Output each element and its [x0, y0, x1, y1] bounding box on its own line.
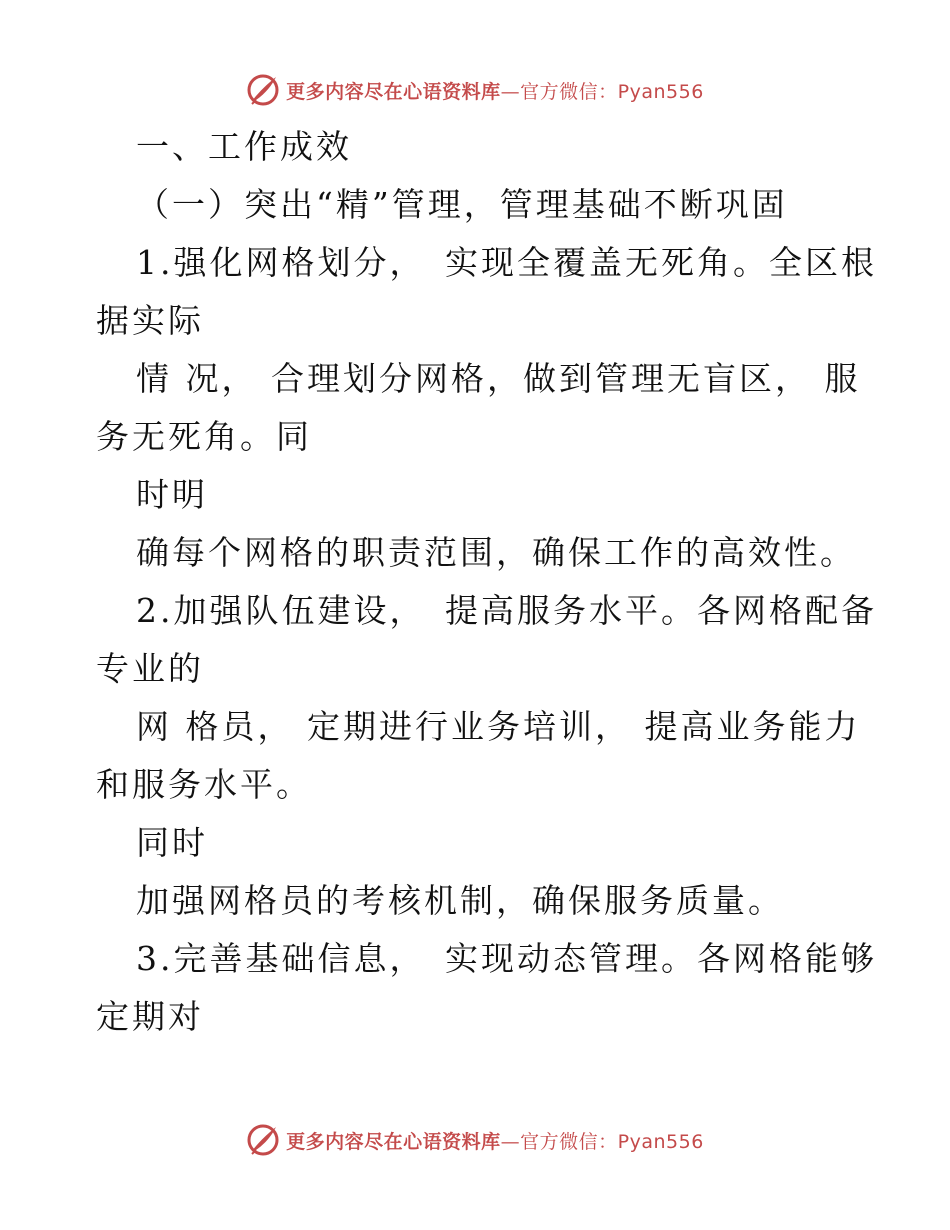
paragraph-line: 网 格员， 定期进行业务培训， 提高业务能力	[136, 707, 861, 746]
footer-banner	[0, 1120, 950, 1160]
header-banner	[0, 70, 950, 110]
banner-dash: —	[500, 1130, 521, 1153]
banner-brand: 更多内容尽在心语资料库	[286, 1130, 501, 1153]
paragraph-line: 2.加强队伍建设， 提高服务水平。各网格配备	[136, 591, 877, 630]
paragraph-line: 务无死角。同	[96, 417, 312, 456]
paragraph-line: 加强网格员的考核机制，确保服务质量。	[136, 881, 784, 920]
subsection-heading: （一）突出“精”管理，管理基础不断巩固	[136, 185, 788, 224]
paragraph-line: 和服务水平。	[96, 765, 312, 804]
quill-pen-logo-icon	[246, 73, 280, 107]
section-heading: 一、工作成效	[136, 127, 352, 166]
paragraph-line: 据实际	[96, 301, 204, 340]
paragraph-line: 专业的	[96, 649, 204, 688]
paragraph-line: 同时	[136, 823, 208, 862]
paragraph-line: 3.完善基础信息， 实现动态管理。各网格能够	[136, 939, 877, 978]
paragraph-line: 时明	[136, 475, 208, 514]
banner-brand: 更多内容尽在心语资料库	[286, 80, 501, 103]
paragraph-line: 定期对	[96, 997, 204, 1036]
banner-dash: —	[500, 80, 521, 103]
document-body	[96, 118, 877, 1046]
banner-wechat: 官方微信：Pyan556	[520, 1130, 704, 1153]
paragraph-line: 1.强化网格划分， 实现全覆盖无死角。全区根	[136, 243, 877, 282]
paragraph-line: 情 况， 合理划分网格，做到管理无盲区， 服	[136, 359, 861, 398]
quill-pen-logo-icon	[246, 1123, 280, 1157]
banner-wechat: 官方微信：Pyan556	[520, 80, 704, 103]
footer-banner-text	[286, 1127, 704, 1154]
header-banner-text	[286, 77, 704, 104]
paragraph-line: 确每个网格的职责范围，确保工作的高效性。	[136, 533, 856, 572]
